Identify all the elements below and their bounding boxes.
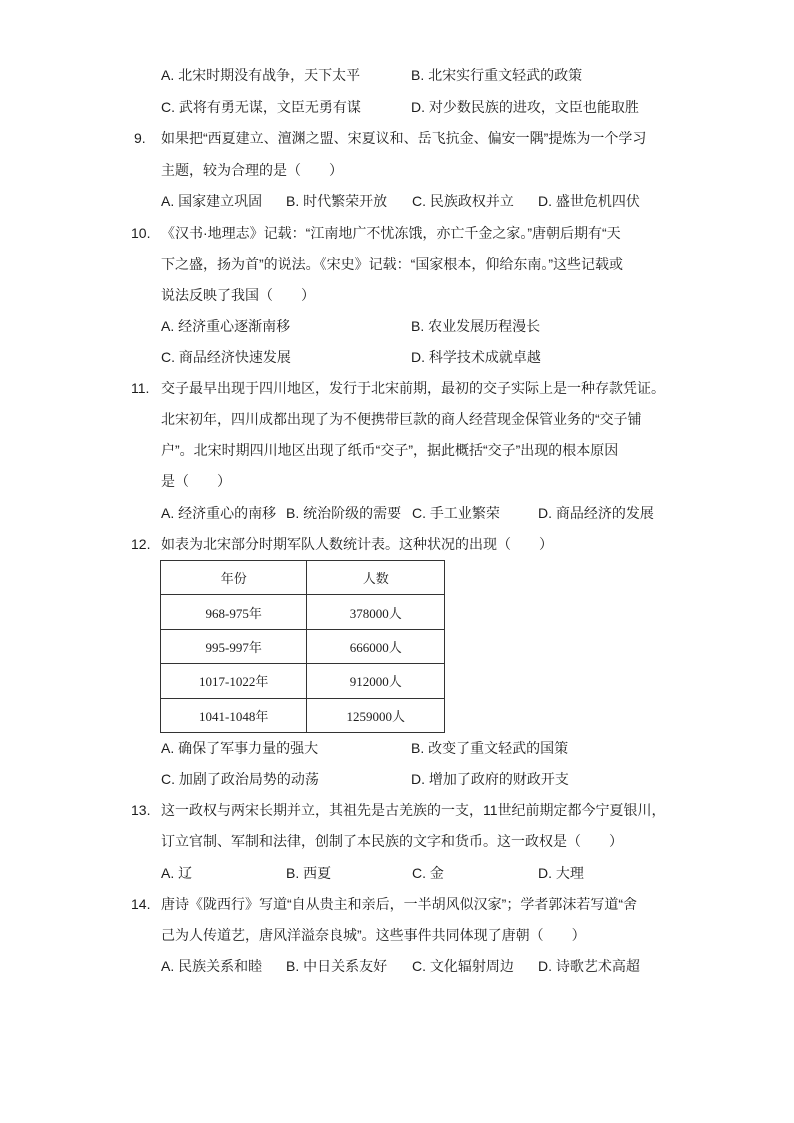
question-text-line: 主题，较为合理的是（ ） bbox=[161, 162, 343, 178]
option-d: D. 商品经济的发展 bbox=[538, 505, 654, 521]
option-b: B. 统治阶级的需要 bbox=[286, 505, 402, 521]
question-text-line: 户”。北宋时期四川地区出现了纸币“交子”，据此概括“交子”出现的根本原因 bbox=[161, 442, 619, 458]
table-row bbox=[161, 629, 445, 663]
question-text-line: 交子最早出现于四川地区，发行于北宋前期，最初的交子实际上是一种存款凭证。 bbox=[161, 380, 665, 396]
option-d: D. 盛世危机四伏 bbox=[538, 193, 640, 209]
option-c: C. 商品经济快速发展 bbox=[161, 349, 291, 365]
question-number: 10. bbox=[131, 225, 151, 241]
question-text-line: 《汉书·地理志》记载：“江南地广不忧冻饿，亦亡千金之家。”唐朝后期有“天 bbox=[161, 225, 621, 241]
table-header-count: 人数 bbox=[307, 561, 445, 595]
option-b: B. 西夏 bbox=[286, 865, 332, 881]
question-text-line: 说法反映了我国（ ） bbox=[161, 287, 315, 303]
question-text-line: 唐诗《陇西行》写道“自从贵主和亲后，一半胡风似汉家”；学者郭沫若写道“舍 bbox=[161, 896, 637, 912]
option-b: B. 改变了重文轻武的国策 bbox=[411, 740, 569, 756]
question-number: 11. bbox=[131, 380, 150, 396]
question-number: 14. bbox=[131, 896, 151, 912]
option-b: B. 时代繁荣开放 bbox=[286, 193, 388, 209]
option-c: C. 民族政权并立 bbox=[412, 193, 514, 209]
option-b: B. 中日关系友好 bbox=[286, 958, 388, 974]
question-number: 13. bbox=[131, 802, 151, 818]
table-cell-count: 912000人 bbox=[307, 664, 445, 698]
question-text-line: 这一政权与两宋长期并立，其祖先是古羌族的一支，11世纪前期定都今宁夏银川， bbox=[161, 802, 666, 818]
option-d: D. 大理 bbox=[538, 865, 584, 881]
table-cell-year: 1041-1048年 bbox=[161, 698, 307, 732]
question-number: 12. bbox=[131, 536, 151, 552]
table-cell-count: 378000人 bbox=[307, 595, 445, 629]
option-d: D. 对少数民族的进攻，文臣也能取胜 bbox=[411, 99, 639, 115]
option-a: A. 北宋时期没有战争，天下太平 bbox=[161, 67, 361, 83]
option-a: A. 经济重心逐渐南移 bbox=[161, 318, 291, 334]
option-b: B. 北宋实行重文轻武的政策 bbox=[411, 67, 583, 83]
question-text-line: 己为人传道艺，唐风洋溢奈良城”。这些事件共同体现了唐朝（ ） bbox=[161, 927, 586, 943]
table-row bbox=[161, 698, 445, 732]
option-a: A. 民族关系和睦 bbox=[161, 958, 263, 974]
option-c: C. 武将有勇无谋，文臣无勇有谋 bbox=[161, 99, 361, 115]
question-text-line: 如表为北宋部分时期军队人数统计表。这种状况的出现（ ） bbox=[161, 536, 553, 552]
table-header-row bbox=[161, 561, 445, 595]
question-text-line: 北宋初年，四川成都出现了为不便携带巨款的商人经营现金保管业务的“交子铺 bbox=[161, 411, 642, 427]
question-text-line: 是（ ） bbox=[161, 473, 231, 489]
option-c: C. 加剧了政治局势的动荡 bbox=[161, 771, 319, 787]
option-b: B. 农业发展历程漫长 bbox=[411, 318, 541, 334]
question-text-line: 订立官制、军制和法律，创制了本民族的文字和货币。这一政权是（ ） bbox=[161, 833, 623, 849]
question-number: 9. bbox=[134, 130, 146, 146]
option-c: C. 手工业繁荣 bbox=[412, 505, 500, 521]
option-c: C. 金 bbox=[412, 865, 444, 881]
option-d: D. 科学技术成就卓越 bbox=[411, 349, 541, 365]
table-cell-year: 1017-1022年 bbox=[161, 664, 307, 698]
table-cell-year: 968-975年 bbox=[161, 595, 307, 629]
option-a: A. 辽 bbox=[161, 865, 193, 881]
table-cell-count: 1259000人 bbox=[307, 698, 445, 732]
option-d: D. 诗歌艺术高超 bbox=[538, 958, 640, 974]
option-c: C. 文化辐射周边 bbox=[412, 958, 514, 974]
option-a: A. 经济重心的南移 bbox=[161, 505, 277, 521]
option-a: A. 国家建立巩固 bbox=[161, 193, 263, 209]
question-text-line: 如果把“西夏建立、澶渊之盟、宋夏议和、岳飞抗金、偏安一隅”提炼为一个学习 bbox=[161, 130, 647, 146]
table-row bbox=[161, 664, 445, 698]
question-text-line: 下之盛，扬为首”的说法。《宋史》记载：“国家根本，仰给东南。”这些记载或 bbox=[161, 256, 623, 272]
table-cell-count: 666000人 bbox=[307, 629, 445, 663]
option-d: D. 增加了政府的财政开支 bbox=[411, 771, 569, 787]
table-header-year: 年份 bbox=[161, 561, 307, 595]
table-cell-year: 995-997年 bbox=[161, 629, 307, 663]
table-row bbox=[161, 595, 445, 629]
army-size-table bbox=[160, 560, 445, 733]
option-a: A. 确保了军事力量的强大 bbox=[161, 740, 319, 756]
